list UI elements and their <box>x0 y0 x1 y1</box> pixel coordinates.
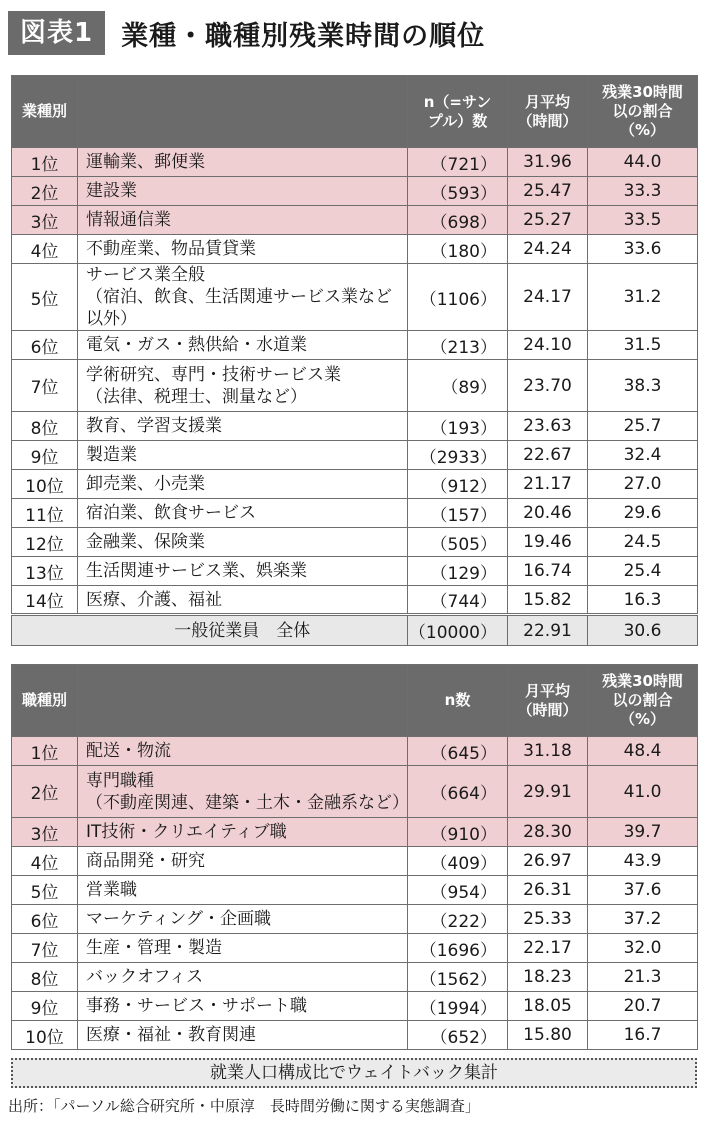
monthly-average-cell: 22.17 <box>508 934 588 963</box>
total-rank-cell <box>12 615 78 646</box>
monthly-average-cell: 18.05 <box>508 992 588 1021</box>
monthly-average-cell: 24.24 <box>508 235 588 264</box>
rank-cell: 6位 <box>12 905 78 934</box>
ratio-cell: 20.7 <box>588 992 698 1021</box>
ratio-cell: 39.7 <box>588 818 698 847</box>
monthly-average-cell: 18.23 <box>508 963 588 992</box>
ratio-cell: 16.7 <box>588 1021 698 1050</box>
rank-cell: 7位 <box>12 360 78 412</box>
table-row <box>12 206 698 235</box>
table-row <box>12 264 698 331</box>
total-sample-count-cell: （10000） <box>408 615 508 646</box>
page-title: 業種・職種別残業時間の順位 <box>121 20 486 52</box>
name-cell: マーケティング・企画職 <box>78 905 408 934</box>
name-cell: サービス業全般 （宿泊、飲食、生活関連サービス業など以外） <box>78 264 408 331</box>
header-name <box>78 665 408 737</box>
table-row <box>12 528 698 557</box>
total-monthly-average-cell: 22.91 <box>508 615 588 646</box>
rank-cell: 11位 <box>12 499 78 528</box>
ratio-cell: 48.4 <box>588 737 698 766</box>
ratio-cell: 37.6 <box>588 876 698 905</box>
header-ratio-over-30h: 残業30時間 以の割合 （%） <box>588 76 698 148</box>
table-row <box>12 331 698 360</box>
sample-count-cell: （698） <box>408 206 508 235</box>
rank-cell: 6位 <box>12 331 78 360</box>
ratio-cell: 27.0 <box>588 470 698 499</box>
rank-cell: 3位 <box>12 206 78 235</box>
occupation-ranking-table <box>11 664 698 1050</box>
total-label-cell: 一般従業員 全体 <box>78 615 408 646</box>
rank-cell: 3位 <box>12 818 78 847</box>
rank-cell: 5位 <box>12 876 78 905</box>
sample-count-cell: （912） <box>408 470 508 499</box>
header-sample-count: n数 <box>408 665 508 737</box>
table-row <box>12 934 698 963</box>
name-cell: 医療・福祉・教育関連 <box>78 1021 408 1050</box>
sample-count-cell: （652） <box>408 1021 508 1050</box>
sample-count-cell: （1562） <box>408 963 508 992</box>
sample-count-cell: （213） <box>408 331 508 360</box>
monthly-average-cell: 25.27 <box>508 206 588 235</box>
sample-count-cell: （193） <box>408 412 508 441</box>
rank-cell: 7位 <box>12 934 78 963</box>
table-header-row <box>12 76 698 148</box>
sample-count-cell: （157） <box>408 499 508 528</box>
name-cell: 生産・管理・製造 <box>78 934 408 963</box>
name-cell: IT技術・クリエイティブ職 <box>78 818 408 847</box>
sample-count-cell: （505） <box>408 528 508 557</box>
rank-cell: 10位 <box>12 1021 78 1050</box>
name-cell: 金融業、保険業 <box>78 528 408 557</box>
header-ratio-over-30h: 残業30時間 以の割合 （%） <box>588 665 698 737</box>
name-cell: 電気・ガス・熱供給・水道業 <box>78 331 408 360</box>
rank-cell: 1位 <box>12 148 78 177</box>
ratio-cell: 31.5 <box>588 331 698 360</box>
table-row <box>12 876 698 905</box>
sample-count-cell: （910） <box>408 818 508 847</box>
rank-cell: 13位 <box>12 557 78 586</box>
figure-label: 図表1 <box>8 11 105 55</box>
name-cell: 商品開発・研究 <box>78 847 408 876</box>
sample-count-cell: （1696） <box>408 934 508 963</box>
name-cell: 建設業 <box>78 177 408 206</box>
table-row <box>12 360 698 412</box>
sample-count-cell: （954） <box>408 876 508 905</box>
monthly-average-cell: 26.97 <box>508 847 588 876</box>
header-rank: 業種別 <box>12 76 78 148</box>
ratio-cell: 38.3 <box>588 360 698 412</box>
table-row <box>12 847 698 876</box>
sample-count-cell: （593） <box>408 177 508 206</box>
monthly-average-cell: 31.18 <box>508 737 588 766</box>
name-cell: 営業職 <box>78 876 408 905</box>
sample-count-cell: （129） <box>408 557 508 586</box>
table-row <box>12 818 698 847</box>
table-row <box>12 963 698 992</box>
sample-count-cell: （645） <box>408 737 508 766</box>
ratio-cell: 24.5 <box>588 528 698 557</box>
monthly-average-cell: 23.70 <box>508 360 588 412</box>
rank-cell: 10位 <box>12 470 78 499</box>
ratio-cell: 25.7 <box>588 412 698 441</box>
sample-count-cell: （180） <box>408 235 508 264</box>
header-monthly-average: 月平均 （時間） <box>508 665 588 737</box>
name-cell: 配送・物流 <box>78 737 408 766</box>
total-ratio-cell: 30.6 <box>588 615 698 646</box>
rank-cell: 12位 <box>12 528 78 557</box>
header-rank: 職種別 <box>12 665 78 737</box>
rank-cell: 8位 <box>12 412 78 441</box>
name-cell: 宿泊業、飲食サービス <box>78 499 408 528</box>
rank-cell: 8位 <box>12 963 78 992</box>
rank-cell: 5位 <box>12 264 78 331</box>
ratio-cell: 25.4 <box>588 557 698 586</box>
sample-count-cell: （222） <box>408 905 508 934</box>
name-cell: 教育、学習支援業 <box>78 412 408 441</box>
total-row <box>12 615 698 646</box>
sample-count-cell: （89） <box>408 360 508 412</box>
monthly-average-cell: 23.63 <box>508 412 588 441</box>
header-sample-count: n（=サン プル）数 <box>408 76 508 148</box>
ratio-cell: 29.6 <box>588 499 698 528</box>
ratio-cell: 33.3 <box>588 177 698 206</box>
table-row <box>12 412 698 441</box>
monthly-average-cell: 25.33 <box>508 905 588 934</box>
table-row <box>12 148 698 177</box>
weighting-note: 就業人口構成比でウェイトバック集計 <box>11 1058 697 1088</box>
rank-cell: 14位 <box>12 586 78 615</box>
table-header-row <box>12 665 698 737</box>
ratio-cell: 44.0 <box>588 148 698 177</box>
table-row <box>12 737 698 766</box>
sample-count-cell: （1106） <box>408 264 508 331</box>
header-monthly-average: 月平均 （時間） <box>508 76 588 148</box>
name-cell: 運輸業、郵便業 <box>78 148 408 177</box>
ratio-cell: 37.2 <box>588 905 698 934</box>
sample-count-cell: （1994） <box>408 992 508 1021</box>
table-row <box>12 177 698 206</box>
table-row <box>12 441 698 470</box>
figure-header <box>8 8 485 58</box>
table-row <box>12 499 698 528</box>
monthly-average-cell: 24.10 <box>508 331 588 360</box>
name-cell: 情報通信業 <box>78 206 408 235</box>
sample-count-cell: （664） <box>408 766 508 818</box>
monthly-average-cell: 28.30 <box>508 818 588 847</box>
table-row <box>12 992 698 1021</box>
ratio-cell: 16.3 <box>588 586 698 615</box>
monthly-average-cell: 26.31 <box>508 876 588 905</box>
name-cell: 事務・サービス・サポート職 <box>78 992 408 1021</box>
ratio-cell: 21.3 <box>588 963 698 992</box>
sample-count-cell: （744） <box>408 586 508 615</box>
monthly-average-cell: 29.91 <box>508 766 588 818</box>
ratio-cell: 32.4 <box>588 441 698 470</box>
table-row <box>12 586 698 615</box>
monthly-average-cell: 22.67 <box>508 441 588 470</box>
name-cell: 製造業 <box>78 441 408 470</box>
name-cell: 不動産業、物品賃貸業 <box>78 235 408 264</box>
ratio-cell: 33.5 <box>588 206 698 235</box>
monthly-average-cell: 16.74 <box>508 557 588 586</box>
name-cell: 生活関連サービス業、娯楽業 <box>78 557 408 586</box>
table-row <box>12 557 698 586</box>
rank-cell: 4位 <box>12 847 78 876</box>
table-row <box>12 235 698 264</box>
table-row <box>12 470 698 499</box>
ratio-cell: 31.2 <box>588 264 698 331</box>
monthly-average-cell: 15.80 <box>508 1021 588 1050</box>
ratio-cell: 43.9 <box>588 847 698 876</box>
sample-count-cell: （409） <box>408 847 508 876</box>
rank-cell: 4位 <box>12 235 78 264</box>
name-cell: 医療、介護、福祉 <box>78 586 408 615</box>
name-cell: 卸売業、小売業 <box>78 470 408 499</box>
table-row <box>12 905 698 934</box>
monthly-average-cell: 25.47 <box>508 177 588 206</box>
monthly-average-cell: 21.17 <box>508 470 588 499</box>
ratio-cell: 32.0 <box>588 934 698 963</box>
rank-cell: 2位 <box>12 766 78 818</box>
rank-cell: 9位 <box>12 441 78 470</box>
monthly-average-cell: 24.17 <box>508 264 588 331</box>
rank-cell: 2位 <box>12 177 78 206</box>
ratio-cell: 33.6 <box>588 235 698 264</box>
monthly-average-cell: 19.46 <box>508 528 588 557</box>
name-cell: バックオフィス <box>78 963 408 992</box>
monthly-average-cell: 31.96 <box>508 148 588 177</box>
monthly-average-cell: 15.82 <box>508 586 588 615</box>
monthly-average-cell: 20.46 <box>508 499 588 528</box>
source-citation: 出所：「パーソル総合研究所・中原淳 長時間労働に関する実態調査」 <box>8 1097 480 1115</box>
table-row <box>12 766 698 818</box>
industry-ranking-table <box>11 75 698 646</box>
sample-count-cell: （721） <box>408 148 508 177</box>
header-name <box>78 76 408 148</box>
rank-cell: 1位 <box>12 737 78 766</box>
name-cell: 学術研究、専門・技術サービス業 （法律、税理士、測量など） <box>78 360 408 412</box>
ratio-cell: 41.0 <box>588 766 698 818</box>
sample-count-cell: （2933） <box>408 441 508 470</box>
table-row <box>12 1021 698 1050</box>
name-cell: 専門職種 （不動産関連、建築・土木・金融系など） <box>78 766 408 818</box>
rank-cell: 9位 <box>12 992 78 1021</box>
